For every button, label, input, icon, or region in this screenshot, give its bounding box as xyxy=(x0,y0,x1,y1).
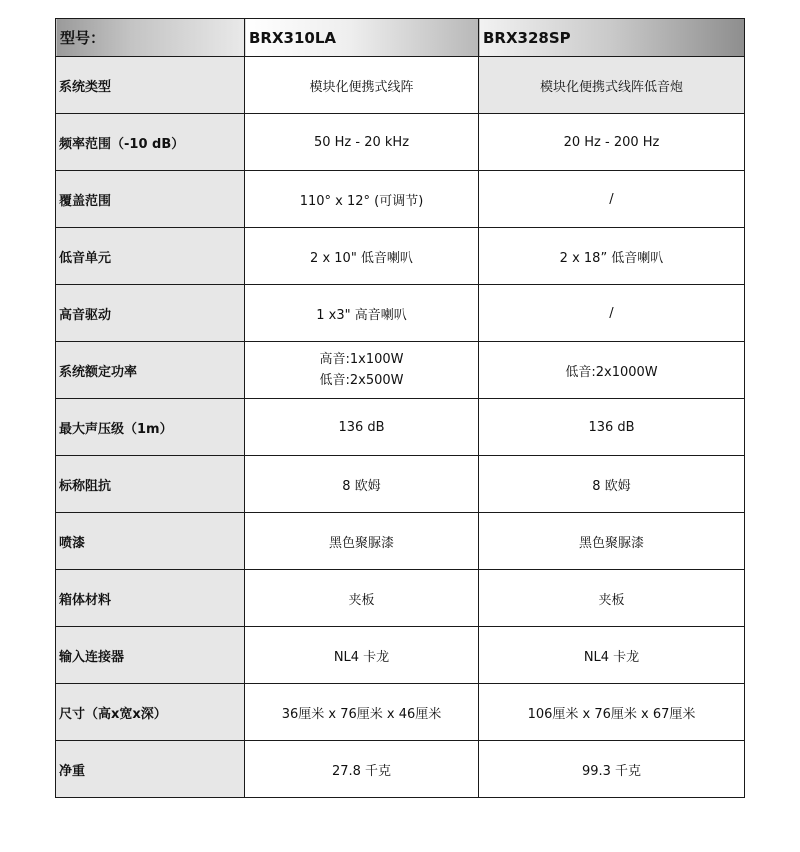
value-model-b: 模块化便携式线阵低音炮 xyxy=(479,57,745,114)
row-label: 喷漆 xyxy=(56,513,245,570)
table-row-frequency-range xyxy=(56,114,745,171)
value-model-a: 136 dB xyxy=(245,399,479,456)
row-label: 系统类型 xyxy=(56,57,245,114)
row-label: 净重 xyxy=(56,741,245,798)
table-row-enclosure-material xyxy=(56,570,745,627)
table-row-finish xyxy=(56,513,745,570)
value-model-b: / xyxy=(479,171,745,228)
row-label: 尺寸（高x宽x深） xyxy=(56,684,245,741)
value-model-b: 黑色聚脲漆 xyxy=(479,513,745,570)
table-row-coverage xyxy=(56,171,745,228)
table-row-lf-driver xyxy=(56,228,745,285)
value-model-b: 106厘米 x 76厘米 x 67厘米 xyxy=(479,684,745,741)
row-label: 最大声压级（1m） xyxy=(56,399,245,456)
row-label: 高音驱动 xyxy=(56,285,245,342)
value-model-a: 模块化便携式线阵 xyxy=(245,57,479,114)
table-row-system-type xyxy=(56,57,745,114)
value-model-b: 夹板 xyxy=(479,570,745,627)
value-model-b: 2 x 18” 低音喇叭 xyxy=(479,228,745,285)
header-label-cell: 型号： xyxy=(56,19,245,57)
row-label: 覆盖范围 xyxy=(56,171,245,228)
value-model-a: NL4 卡龙 xyxy=(245,627,479,684)
value-model-a: 27.8 千克 xyxy=(245,741,479,798)
table-row-input-connector xyxy=(56,627,745,684)
value-line-lf-power: 低音:2x500W xyxy=(319,373,404,388)
row-label: 频率范围（-10 dB） xyxy=(56,114,245,171)
table-row-dimensions xyxy=(56,684,745,741)
value-model-a: 1 x3" 高音喇叭 xyxy=(245,285,479,342)
table-row-max-spl xyxy=(56,399,745,456)
value-model-b: 低音:2x1000W xyxy=(479,342,745,399)
value-line-hf-power: 高音:1x100W xyxy=(319,352,404,367)
header-model-a: BRX310LA xyxy=(245,19,479,57)
value-model-a: 2 x 10" 低音喇叭 xyxy=(245,228,479,285)
value-model-b: NL4 卡龙 xyxy=(479,627,745,684)
value-model-a: 夹板 xyxy=(245,570,479,627)
value-model-b: 8 欧姆 xyxy=(479,456,745,513)
row-label: 系统额定功率 xyxy=(56,342,245,399)
table-row-net-weight xyxy=(56,741,745,798)
value-model-a: 50 Hz - 20 kHz xyxy=(245,114,479,171)
value-model-b: 136 dB xyxy=(479,399,745,456)
value-model-b: 20 Hz - 200 Hz xyxy=(479,114,745,171)
table-row-rated-power xyxy=(56,342,745,399)
value-model-a: 8 欧姆 xyxy=(245,456,479,513)
value-model-a: 黑色聚脲漆 xyxy=(245,513,479,570)
table-row-impedance xyxy=(56,456,745,513)
table-header-row xyxy=(56,19,745,57)
row-label: 输入连接器 xyxy=(56,627,245,684)
value-model-a: 36厘米 x 76厘米 x 46厘米 xyxy=(245,684,479,741)
value-model-b: / xyxy=(479,285,745,342)
value-model-a xyxy=(245,342,479,399)
value-model-a: 110° x 12° (可调节) xyxy=(245,171,479,228)
row-label: 标称阻抗 xyxy=(56,456,245,513)
header-model-b: BRX328SP xyxy=(479,19,745,57)
spec-table xyxy=(55,18,745,798)
table-row-hf-driver xyxy=(56,285,745,342)
row-label: 箱体材料 xyxy=(56,570,245,627)
row-label: 低音单元 xyxy=(56,228,245,285)
value-model-b: 99.3 千克 xyxy=(479,741,745,798)
